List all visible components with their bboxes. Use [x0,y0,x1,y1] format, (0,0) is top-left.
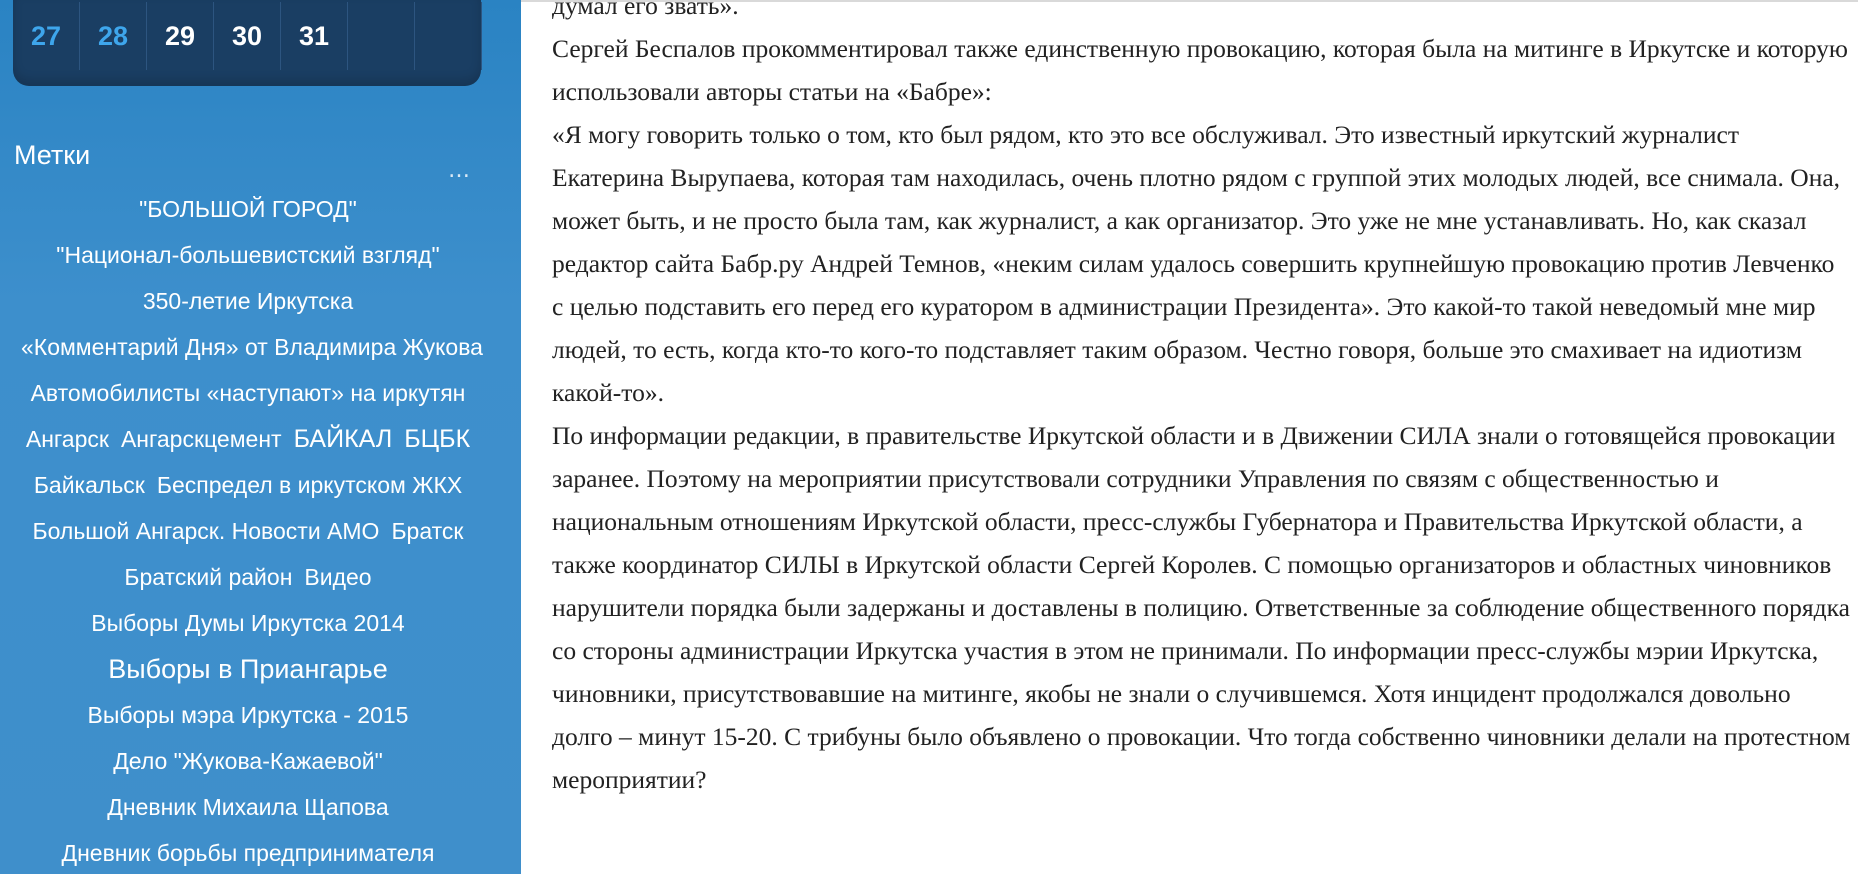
calendar-empty-cell [415,2,482,70]
article-paragraph: Сергей Беспалов прокомментировал также единственную провокацию, которая была на митинге в Иркутске и которую использовали авторы статьи на «Бабре»: [552,34,1848,106]
tag-row [0,646,496,692]
tag-link[interactable]: Дневник Михаила Щапова [107,793,389,820]
tag-link[interactable]: Выборы в Приангарье [108,653,388,684]
calendar-day[interactable]: 28 [80,2,147,70]
tag-link[interactable]: 350-летие Иркутска [142,287,354,314]
tag-row [0,278,496,324]
tag-link[interactable]: Байкальск [33,471,145,498]
calendar [13,0,481,86]
calendar-day[interactable]: 30 [214,2,281,70]
article-content [552,0,1852,874]
tag-link[interactable]: Дело "Жукова-Кажаевой" [113,747,383,774]
tag-link[interactable]: Ангарск [25,425,109,452]
article-paragraph: думал его звать». [552,0,739,20]
calendar-empty-cell [348,2,415,70]
tag-link[interactable]: Ангарскцемент [120,425,282,452]
tag-link[interactable]: Беспредел в иркутском ЖКХ [156,471,463,498]
tag-row [0,186,496,232]
tag-link[interactable]: БАЙКАЛ [293,424,393,453]
tag-row [0,830,496,874]
tag-row [0,738,496,784]
article-paragraph: По информации редакции, в правительстве Иркутской области и в Движении СИЛА знали о готовящейся провокации заранее. Поэтому на мероприятии присутствовали сотрудники Управления по связям с общественностью и национальным отношениям Иркутской области, пресс-службы Губернатора и Правительства Иркутской области, а также координатор СИЛЫ в Иркутской области Сергей Королев. С помощью организаторов и областных чиновников нарушители порядка были задержаны и доставлены в полицию. Ответственные за соблюдение общественного порядка со стороны администрации Иркутска участия в этом не принимали. По информации пресс-службы мэрии Иркутска, чиновники, присутствовавшие на митинге, якобы не знали о случившемся. Хотя инцидент продолжался довольно долго – минут 15-20. С трибуны было объявлено о провокации. Что тогда собственно чиновники делали на протестном мероприятии? [552,421,1851,794]
calendar-day[interactable]: 31 [281,2,348,70]
calendar-day[interactable]: 27 [13,2,80,70]
tag-link[interactable]: Видео [304,563,372,590]
tag-row [0,232,496,278]
tag-link[interactable]: "Национал-большевистский взгляд" [56,241,440,268]
tag-link[interactable]: Дневник борьбы предпринимателя [61,839,435,866]
article-paragraph: «Я могу говорить только о том, кто был рядом, кто это все обслуживал. Это известный иркутский журналист Екатерина Вырупаева, которая там находилась, очень плотно рядом с группой этих молодых людей, все снимала. Она, может быть, и не просто была там, как журналист, а как организатор. Это уже не мне устанавливать. Но, как сказал редактор сайта Бабр.ру Андрей Темнов, «неким силам удалось совершить крупнейшую провокацию против Левченко с целью подставить его перед его куратором в администрации Президента». Это какой-то такой неведомый мне мир людей, то есть, когда кто-то кого-то подставляет таким образом. Честно говоря, больше это смахивает на идиотизм какой-то». [552,120,1841,407]
calendar-week-row [13,2,482,70]
tag-row [0,508,496,554]
tag-row [0,784,496,830]
tag-row [0,324,496,370]
tag-link[interactable]: БЦБК [404,424,471,453]
tag-cloud [0,186,496,874]
tag-link[interactable]: Братск [391,517,464,544]
tag-link[interactable]: Братский район [124,563,293,590]
tag-link[interactable]: "БОЛЬШОЙ ГОРОД" [139,195,357,222]
tag-row [0,554,496,600]
tag-link[interactable]: «Комментарий Дня» от Владимира Жукова [21,333,483,360]
article-body [552,0,1852,801]
tag-link[interactable]: Автомобилисты «наступают» на иркутян [30,379,466,406]
more-icon[interactable]: … [448,158,472,183]
tag-link[interactable]: Выборы мэра Иркутска - 2015 [87,701,409,728]
tag-link[interactable]: Выборы Думы Иркутска 2014 [91,609,405,636]
tags-title: Метки [14,140,91,170]
tag-row [0,416,496,462]
tag-row [0,370,496,416]
tag-row [0,462,496,508]
tag-link[interactable]: Большой Ангарск. Новости АМО [32,517,380,544]
sidebar [0,0,521,874]
tag-row [0,692,496,738]
tag-row [0,600,496,646]
calendar-day[interactable]: 29 [147,2,214,70]
